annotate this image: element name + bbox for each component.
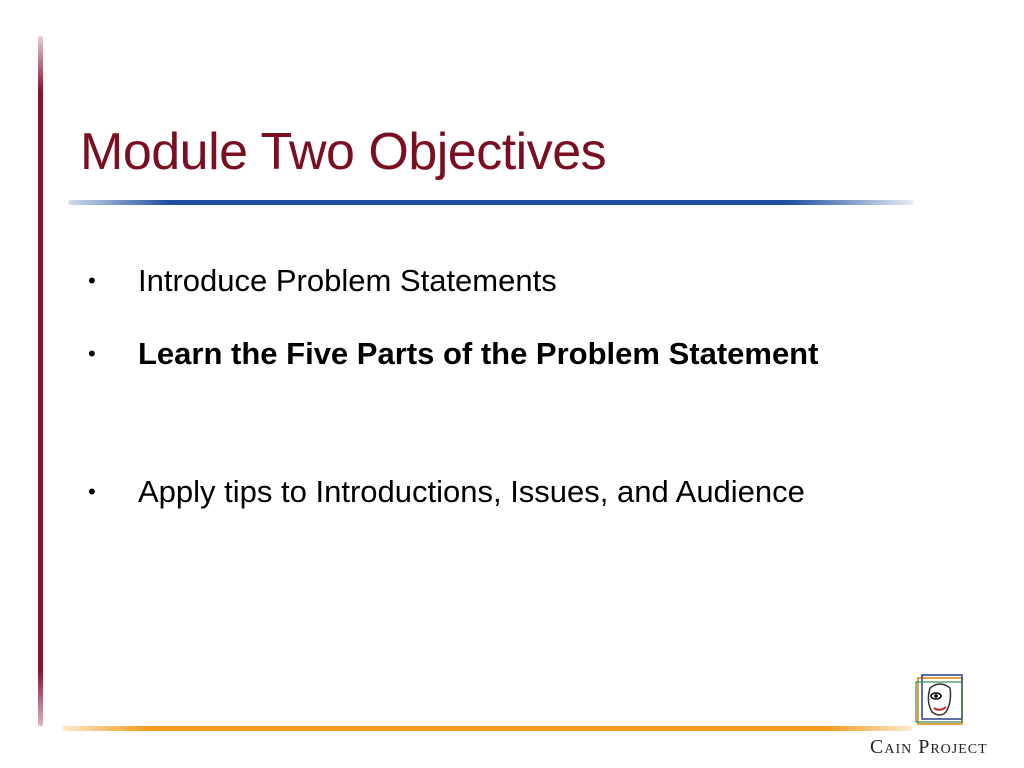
bullet-dot: •: [88, 268, 96, 293]
bullet-text: Apply tips to Introductions, Issues, and Audience: [138, 474, 805, 509]
face-sketch-icon: [912, 672, 968, 728]
bullet-dot: •: [88, 479, 96, 504]
bullet-item: [88, 460, 848, 524]
cain-project-logo-text: Cain Project: [870, 736, 988, 758]
bullet-item: [88, 322, 848, 386]
bullet-text: Introduce Problem Statements: [138, 263, 557, 298]
bullet-dot: •: [88, 341, 96, 366]
footer-rule: [62, 726, 912, 731]
slide-title: Module Two Objectives: [80, 123, 607, 181]
bullet-text: Learn the Five Parts of the Problem Statement: [138, 336, 819, 371]
bullet-item: [88, 249, 848, 313]
